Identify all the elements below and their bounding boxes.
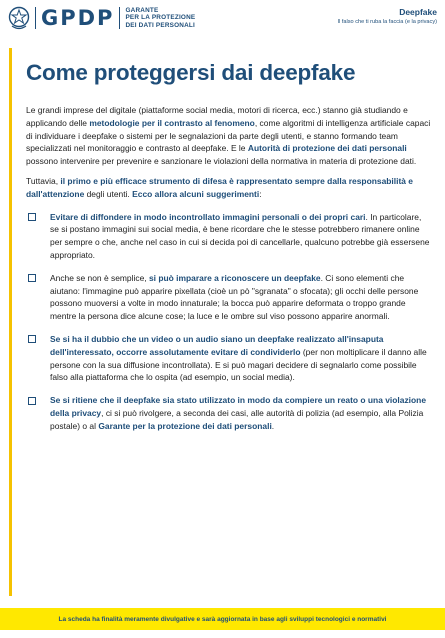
suggestion-highlight: Se si ha il dubbio che un video o un audio siano un deepfake realizzato all'insaputa dell'interessato, occorre assolutamente evitare di condividerlo [50,333,384,357]
intro-highlight: metodologie per il contrasto al fenomeno [89,117,255,128]
suggestion-item [26,394,431,432]
footer-text: La scheda ha finalità meramente divulgative e sarà aggiornata in base agli sviluppi tecnologici e normativi [58,615,387,623]
page-title: Come proteggersi dai deepfake [26,60,356,85]
checkbox-bullet-icon [28,397,36,405]
suggestion-highlight: Garante per la protezione dei dati personali [98,420,272,431]
lead-paragraph [26,175,431,201]
checkbox-bullet-icon [28,335,36,343]
lead-text: : [259,188,262,199]
intro-text: Le grandi imprese del digitale (piattaforme social media, motori di ricerca, ecc.) stanno già studiando e applicando delle [26,105,408,128]
tag-subtitle: Il falso che ti ruba la faccia (e la privacy) [337,19,437,25]
suggestion-item [26,272,431,323]
lead-text: degli utenti. [84,188,133,199]
footer-disclaimer [0,608,445,630]
brand-name: GPDP [41,6,115,30]
suggestion-text: , ci si può rivolgere, a seconda dei casi, alle autorità di polizia (ad esempio, alla Polizia postale) o al [50,407,424,431]
brand-subtitle-line: PER LA PROTEZIONE [125,14,196,22]
suggestion-text: . In particolare, se si postano immagini sui social media, è bene ricordare che le stesse potrebbero rimanere online per sempre o che, anche nel caso in cui si decida poi di cancellarle, qualcuno potrebbe già essersene appropriato. [50,211,430,260]
suggestion-highlight: si può imparare a riconoscere un deepfake [148,272,321,283]
accent-side-bar [9,48,12,596]
logo-divider [35,7,36,29]
tag-title: Deepfake [399,7,437,17]
brand-divider [119,7,120,29]
gpdp-logo [8,6,195,30]
lead-text: Tuttavia, [26,175,61,186]
brand-subtitle [125,7,195,29]
intro-paragraph [26,104,431,168]
lead-highlight: il primo e più efficace strumento di difesa è rappresentato sempre dalla responsabilità e dall'attenzione [26,175,413,199]
page-header [0,0,445,40]
suggestion-text: . Ci sono elementi che aiutano: l'immagine può apparire pixellata (cioè un pò "sgranata" o sfocata); gli occhi delle persone possono muoversi a volte in modo innaturale; la bocca può apparire deformata o troppo grande mentre la persona dice alcune cose; la luce e le ombre sul viso possono apparire anormali. [50,272,419,322]
intro-highlight: Autorità di protezione dei dati personali [247,143,407,154]
suggestion-text: Anche se non è semplice, [50,272,149,283]
suggestion-highlight: Evitare di diffondere in modo incontrollato immagini personali o dei propri cari [50,211,366,222]
checkbox-bullet-icon [28,213,36,221]
document-tag [338,7,438,27]
brand-subtitle-line: DEI DATI PERSONALI [125,21,195,29]
intro-text: , come algoritmi di intelligenza artificiale capaci di individuare i deepfake o sistemi per le segnalazioni da parte degli utenti, e stanno formando team specializzati nel monitoraggio e contrasto al deepfake. E le [26,117,431,154]
suggestion-item [26,211,431,262]
brand-subtitle-line: GARANTE [125,6,159,14]
suggestion-highlight: Se si ritiene che il deepfake sia stato utilizzato in modo da compiere un reato o una violazione della privacy [50,395,427,418]
republic-emblem-icon [8,6,30,30]
intro-text: possono intervenire per prevenire e sanzionare le violazioni della normativa in materia di protezione dati. [26,156,417,167]
suggestion-item [26,333,431,384]
document-body [26,104,431,443]
checkbox-bullet-icon [28,274,36,282]
suggestion-text: (per non moltiplicare il danno alle persone con la sua diffusione incontrollata). E si può magari decidere di segnalarlo come possibile falso alla piattaforma che lo ospita (ad esempio, un social media). [50,346,427,383]
lead-highlight: Ecco allora alcuni suggerimenti [132,188,260,199]
suggestion-text: . [271,420,275,431]
